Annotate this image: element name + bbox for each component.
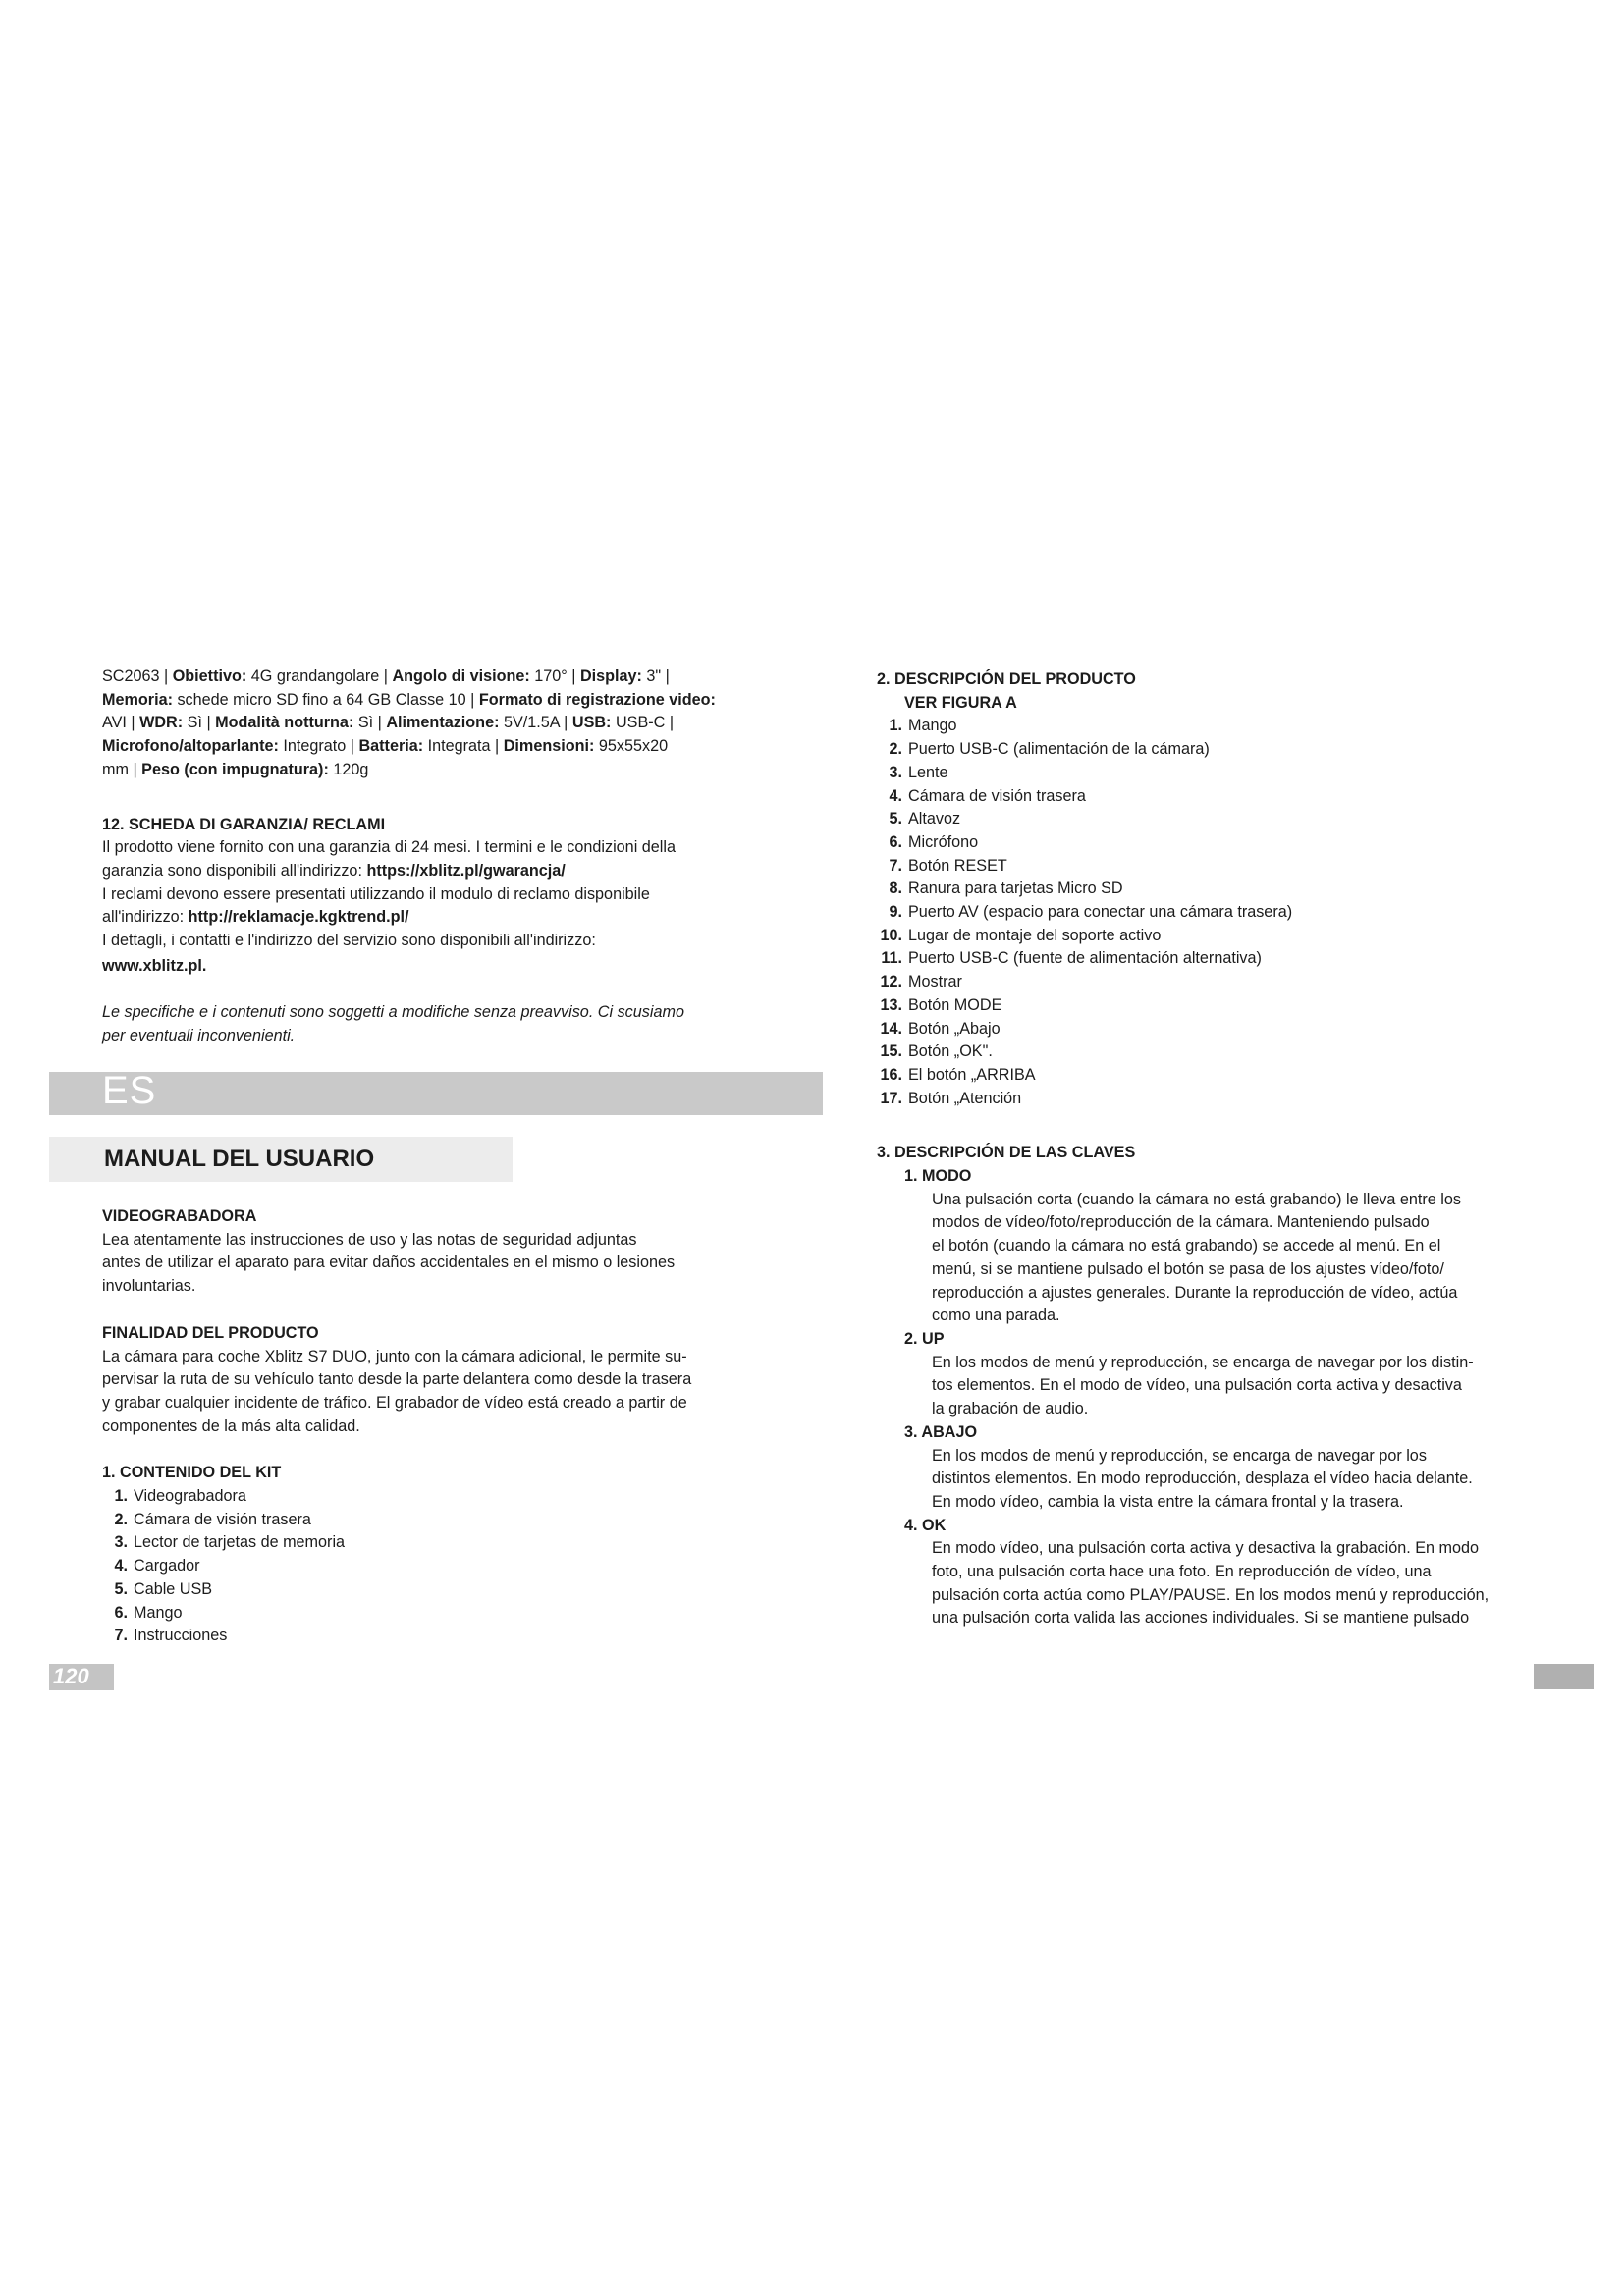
body-line: involuntarias. xyxy=(102,1277,196,1296)
left-column xyxy=(102,666,780,1048)
body-line: Lea atentamente las instrucciones de uso y las notas de seguridad adjuntas xyxy=(102,1230,637,1249)
body-line: menú, si se mantiene pulsado el botón se pasa de los ajustes vídeo/foto/ xyxy=(932,1259,1444,1278)
description-title: 2. DESCRIPCIÓN DEL PRODUCTO xyxy=(877,670,1136,688)
warranty-text: I reclami devono essere presentati utilizzando il modulo di reclamo disponibile xyxy=(102,884,650,903)
list-item: 2. Puerto USB-C (alimentación de la cámara) xyxy=(889,740,1210,759)
language-bar xyxy=(49,1069,823,1115)
right-column xyxy=(877,668,1554,1630)
list-item: 9. Puerto AV (espacio para conectar una cámara trasera) xyxy=(889,903,1293,922)
list-item: 5. Cable USB xyxy=(114,1579,213,1598)
list-item: 7. Botón RESET xyxy=(889,856,1007,875)
body-line: foto, una pulsación corta hace una foto. En reproducción de vídeo, una xyxy=(932,1563,1432,1581)
list-item: 3. Lente xyxy=(889,763,948,781)
body-line: En los modos de menú y reproducción, se encarga de navegar por los xyxy=(932,1446,1427,1465)
list-item: 14. Botón „Abajo xyxy=(880,1019,1001,1038)
spec-line: mm | Peso (con impugnatura): 120g xyxy=(102,760,369,778)
warranty-link[interactable]: https://xblitz.pl/gwarancja/ xyxy=(366,861,566,880)
key-item xyxy=(877,1421,1554,1515)
recorder-title: VIDEOGRABADORA xyxy=(102,1207,257,1225)
body-line: En modo vídeo, cambia la vista entre la cámara frontal y la trasera. xyxy=(932,1492,1404,1511)
list-item: 17. Botón „Atención xyxy=(880,1089,1022,1107)
list-item: 15. Botón „OK". xyxy=(880,1042,993,1061)
list-item: 1. Videograbadora xyxy=(114,1487,246,1506)
list-item: 13. Botón MODE xyxy=(880,995,1002,1014)
list-item: 10. Lugar de montaje del soporte activo xyxy=(880,926,1162,944)
page-number-tab xyxy=(49,1664,114,1690)
left-column-lower xyxy=(102,1205,780,1648)
purpose-title: FINALIDAD DEL PRODUCTO xyxy=(102,1323,319,1342)
list-item: 11. Puerto USB-C (fuente de alimentación alternativa) xyxy=(881,949,1262,968)
language-tag: ES xyxy=(102,1069,157,1112)
list-item: 16. El botón „ARRIBA xyxy=(880,1065,1036,1084)
complaints-link[interactable]: http://reklamacje.kgktrend.pl/ xyxy=(188,908,409,927)
body-line: una pulsación corta valida las acciones individuales. Si se mantiene pulsado xyxy=(932,1609,1470,1628)
warranty-text: I dettagli, i contatti e l'indirizzo del servizio sono disponibili all'indirizzo: xyxy=(102,932,596,950)
spec-block xyxy=(102,666,780,782)
key-heading: 4. OK xyxy=(904,1516,947,1534)
key-heading: 2. UP xyxy=(904,1329,945,1348)
list-item: 7. Instrucciones xyxy=(114,1627,228,1645)
spec-line: Memoria: schede micro SD fino a 64 GB Classe 10 | Formato di registrazione video: xyxy=(102,690,716,709)
keys-title: 3. DESCRIPCIÓN DE LAS CLAVES xyxy=(877,1144,1136,1162)
manual-title-bar xyxy=(49,1137,513,1182)
body-line: En modo vídeo, una pulsación corta activa y desactiva la grabación. En modo xyxy=(932,1539,1479,1558)
key-item xyxy=(877,1328,1554,1421)
body-line: componentes de la más alta calidad. xyxy=(102,1416,360,1435)
list-item: 4. Cargador xyxy=(114,1557,200,1575)
body-line: antes de utilizar el aparato para evitar daños accidentales en el mismo o lesiones xyxy=(102,1254,676,1272)
list-item: 6. Micrófono xyxy=(889,832,979,851)
key-item xyxy=(877,1515,1554,1631)
body-line: pulsación corta actúa como PLAY/PAUSE. En los modos menú y reproducción, xyxy=(932,1585,1489,1604)
warranty-section xyxy=(102,814,780,1048)
body-line: reproducción a ajustes generales. Durante la reproducción de vídeo, actúa xyxy=(932,1283,1458,1302)
disclaimer: per eventuali inconvenienti. xyxy=(102,1027,296,1045)
website-link[interactable]: www.xblitz.pl. xyxy=(102,956,207,975)
description-subtitle: VER FIGURA A xyxy=(904,693,1017,712)
body-line: y grabar cualquier incidente de tráfico. El grabador de vídeo está creado a partir de xyxy=(102,1393,687,1412)
body-line: La cámara para coche Xblitz S7 DUO, junto con la cámara adicional, le permite su- xyxy=(102,1347,687,1365)
body-line: pervisar la ruta de su vehículo tanto desde la parte delantera como desde la trasera xyxy=(102,1370,692,1389)
list-item: 4. Cámara de visión trasera xyxy=(889,786,1086,805)
warranty-title: 12. SCHEDA DI GARANZIA/ RECLAMI xyxy=(102,815,386,833)
page-tab xyxy=(1534,1664,1594,1689)
key-heading: 3. ABAJO xyxy=(904,1422,978,1441)
warranty-text: garanzia sono disponibili all'indirizzo: https://xblitz.pl/gwarancja/ xyxy=(102,861,566,880)
spec-line: SC2063 | Obiettivo: 4G grandangolare | Angolo di visione: 170° | Display: 3" | xyxy=(102,667,670,685)
body-line: En los modos de menú y reproducción, se encarga de navegar por los distin- xyxy=(932,1353,1474,1371)
body-line: la grabación de audio. xyxy=(932,1400,1089,1418)
body-line: Una pulsación corta (cuando la cámara no está grabando) le lleva entre los xyxy=(932,1190,1462,1208)
list-item: 8. Ranura para tarjetas Micro SD xyxy=(889,880,1123,898)
warranty-text: all'indirizzo: http://reklamacje.kgktrend.pl/ xyxy=(102,908,409,927)
kit-list xyxy=(102,1485,780,1648)
list-item: 2. Cámara de visión trasera xyxy=(114,1510,311,1528)
spec-line: AVI | WDR: Sì | Modalità notturna: Sì | Alimentazione: 5V/1.5A | USB: USB-C | xyxy=(102,714,675,732)
body-line: distintos elementos. En modo reproducción, desplaza el vídeo hacia delante. xyxy=(932,1469,1473,1488)
list-item: 3. Lector de tarjetas de memoria xyxy=(114,1533,346,1552)
body-line: modos de vídeo/foto/reproducción de la cámara. Manteniendo pulsado xyxy=(932,1213,1430,1232)
spec-line: Microfono/altoparlante: Integrato | Batteria: Integrata | Dimensioni: 95x55x20 xyxy=(102,737,669,756)
body-line: el botón (cuando la cámara no está grabando) se accede al menú. En el xyxy=(932,1237,1441,1255)
kit-title: 1. CONTENIDO DEL KIT xyxy=(102,1464,282,1482)
list-item: 12. Mostrar xyxy=(880,973,962,991)
description-list xyxy=(877,715,1554,1110)
body-line: como una parada. xyxy=(932,1307,1060,1325)
key-item xyxy=(877,1165,1554,1328)
manual-title: MANUAL DEL USUARIO xyxy=(104,1146,375,1172)
warranty-text: Il prodotto viene fornito con una garanzia di 24 mesi. I termini e le condizioni della xyxy=(102,838,676,857)
body-line: tos elementos. En el modo de vídeo, una pulsación corta activa y desactiva xyxy=(932,1376,1462,1395)
key-heading: 1. MODO xyxy=(904,1167,972,1186)
list-item: 1. Mango xyxy=(889,717,957,735)
page-number: 120 xyxy=(53,1664,89,1688)
list-item: 5. Altavoz xyxy=(889,810,961,828)
disclaimer: Le specifiche e i contenuti sono soggetti a modifiche senza preavviso. Ci scusiamo xyxy=(102,1003,684,1022)
list-item: 6. Mango xyxy=(114,1603,183,1622)
